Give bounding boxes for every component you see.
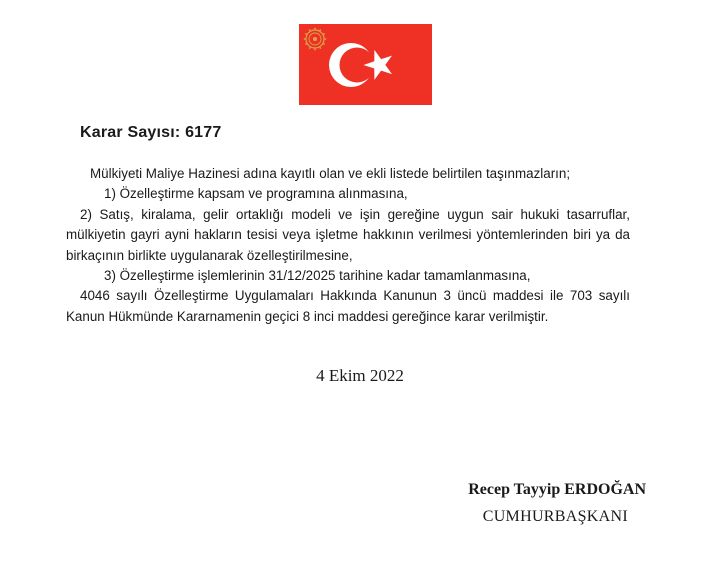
signer-title: CUMHURBAŞKANI [482,508,628,525]
signer-name: Recep Tayyip ERDOĞAN [468,481,646,498]
paragraph-item-1: 1) Özelleştirme kapsam ve programına alınmasına, [104,186,408,202]
decision-date: 4 Ekim 2022 [316,366,404,385]
flag-graphic [299,24,432,105]
turkish-flag-icon [299,24,432,105]
decision-body [66,164,630,327]
paragraph-intro: Mülkiyeti Maliye Hazinesi adına kayıtlı olan ve ekli listede belirtilen taşınmazların; [90,166,571,181]
paragraph-item-2: 2) Satış, kiralama, gelir ortaklığı modeli ve işin gereğine uygun sair hukuki tasarruflar, mülkiyetin gayri ayni hakların tesisi veya işletme hakkının verilmesi yöntemlerinden biri ya da birkaçının birlikte uygulanarak özelleştirilmesine, [66,206,630,263]
paragraph-item-3: 3) Özelleştirme işlemlerinin 31/12/2025 tarihine kadar tamamlanmasına, [104,268,531,284]
decision-number: Karar Sayısı: 6177 [80,124,222,141]
paragraph-legal-basis: 4046 sayılı Özelleştirme Uygulamaları Hakkında Kanunun 3 üncü maddesi ile 703 sayılı Kanun Hükmünde Kararnamenin geçici 8 inci maddesi gereğince karar verilmiştir. [66,288,630,324]
